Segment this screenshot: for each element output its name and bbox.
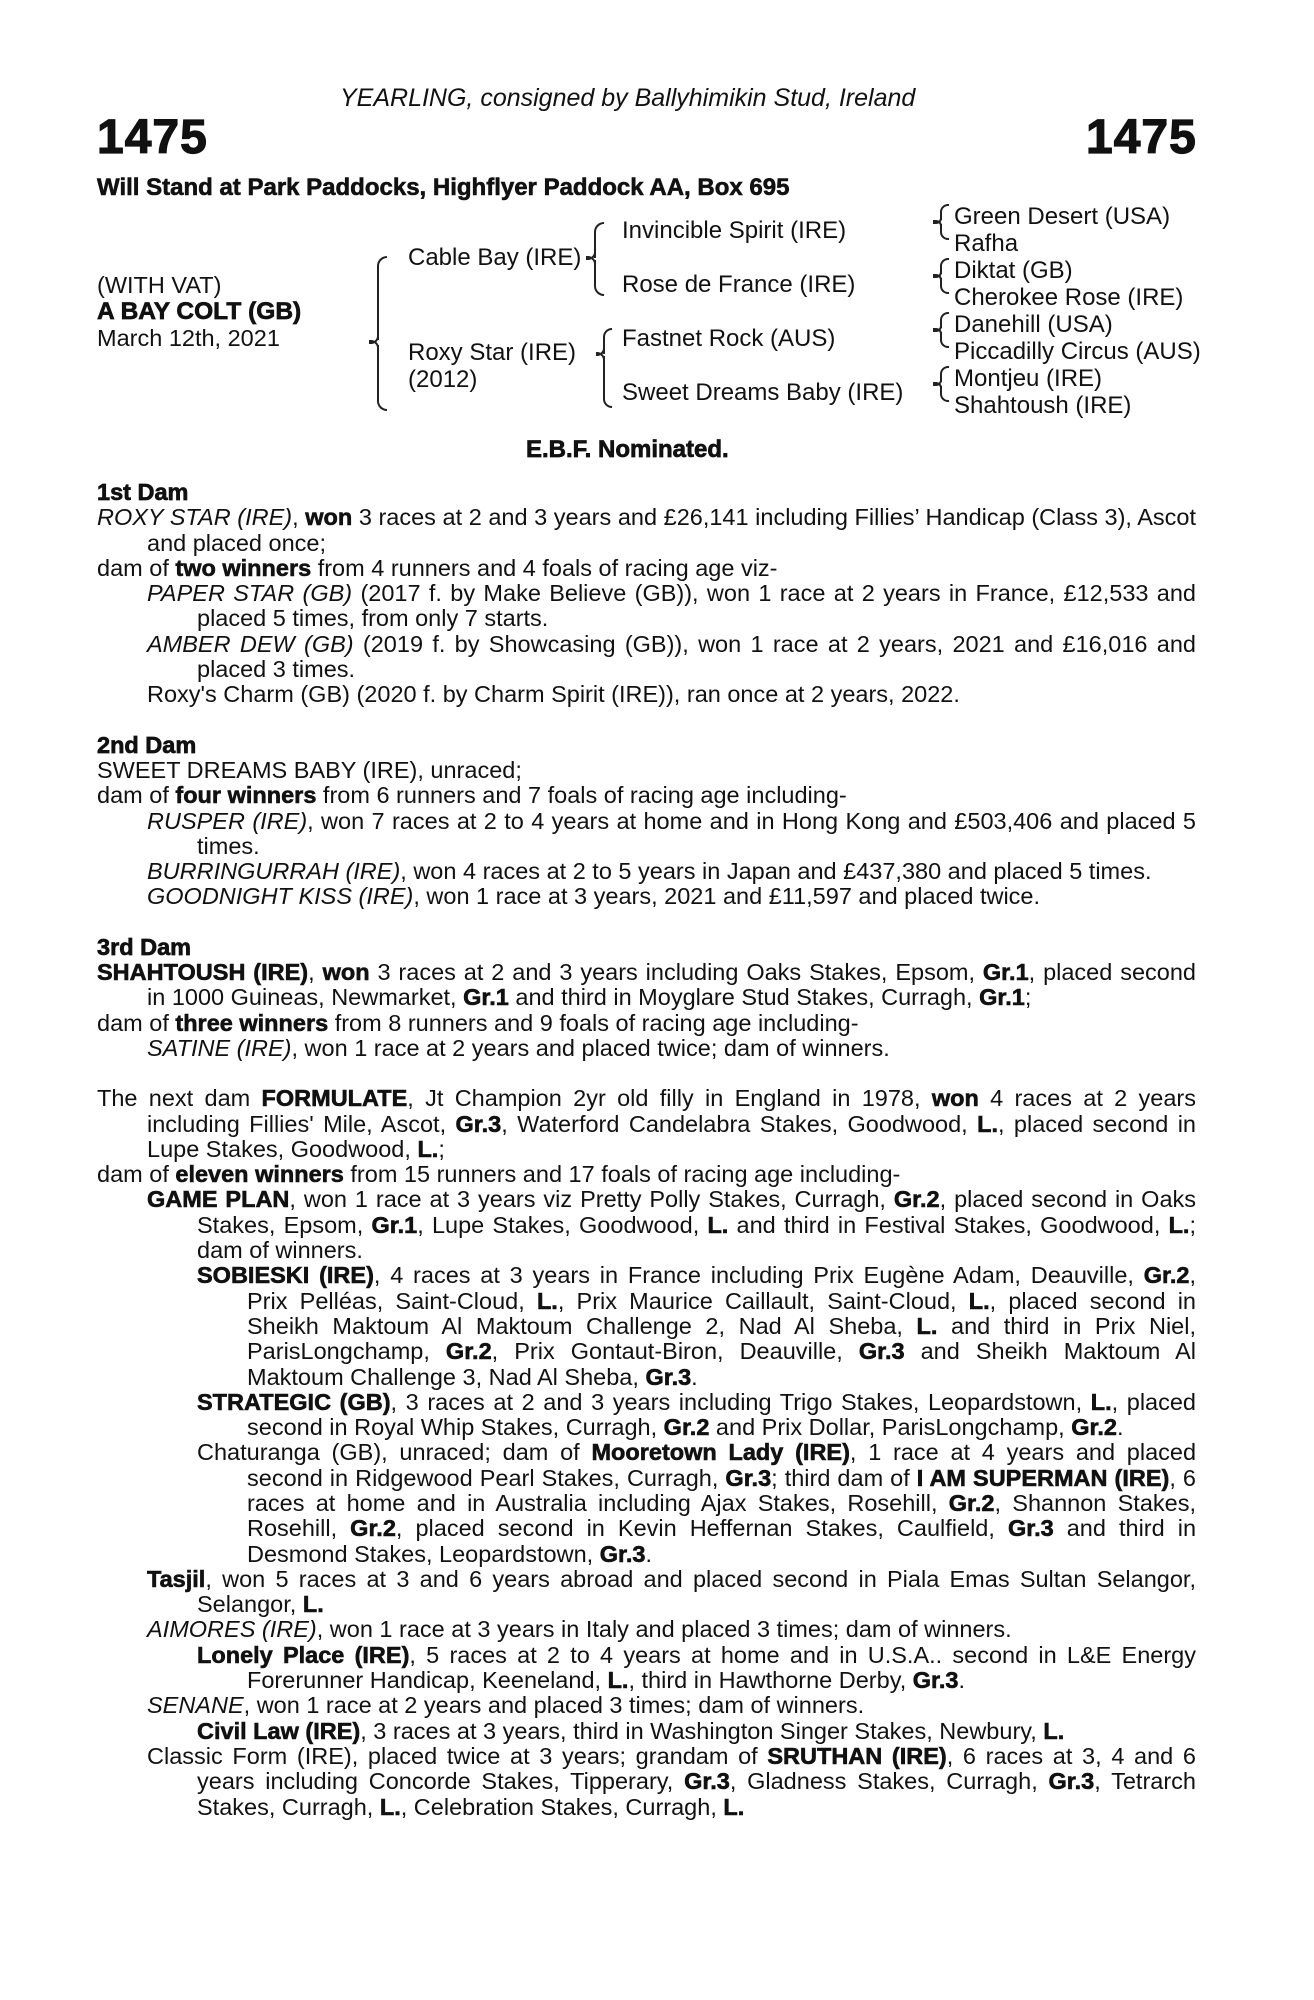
pedigree-dss: Danehill (USA) xyxy=(954,311,1113,338)
ebf-nomination: E.B.F. Nominated. xyxy=(526,436,729,463)
next-dam-record: The next dam FORMULATE, Jt Champion 2yr old filly in England in 1978, won 4 races at 2 years including Fillies' Mile, Ascot, Gr.3, Waterford Candelabra Stakes, Goodwood, L., placed second in Lupe Stakes, Goodwood, L.; xyxy=(97,1085,1197,1162)
produce-paper-star: PAPER STAR (GB) (2017 f. by Make Believe (GB)), won 1 race at 2 years in France, £12,533 and placed 5 times, from only 7 starts. xyxy=(147,580,1196,632)
pedigree-ssd: Rafha xyxy=(954,230,1019,257)
second-dam-record: SWEET DREAMS BABY (IRE), unraced; xyxy=(97,756,522,783)
first-dam-heading: 1st Dam xyxy=(97,479,189,505)
horse-name: A BAY COLT (GB) xyxy=(97,298,302,325)
pedigree-dam-dam: Sweet Dreams Baby (IRE) xyxy=(622,379,904,406)
pedigree-sdd: Cherokee Rose (IRE) xyxy=(954,284,1184,311)
foaling-date: March 12th, 2021 xyxy=(97,325,280,351)
vat-note: (WITH VAT) xyxy=(97,272,222,298)
pedigree-dam: Roxy Star (IRE) xyxy=(408,339,577,366)
produce-sobieski: SOBIESKI (IRE), 4 races at 3 years in France including Prix Eugène Adam, Deauville, Gr.2, Prix Pelléas, Saint-Cloud, L., Prix Maurice Caillault, Saint-Cloud, L., placed second in Sheikh Maktoum Al Maktoum Challenge 2, Nad Al Sheba, L. and third in Prix Niel, ParisLongchamp, Gr.2, Prix Gontaut-Biron, Deauville, Gr.3 and Sheikh Maktoum Al Maktoum Challenge 3, Nad Al Sheba, Gr.3. xyxy=(197,1262,1197,1390)
first-dam-produce-summary: dam of two winners from 4 runners and 4 foals of racing age viz- xyxy=(97,554,778,581)
pedigree-sire: Cable Bay (IRE) xyxy=(408,244,582,271)
consignor-subtitle: YEARLING, consigned by Ballyhimikin Stud, Ireland xyxy=(340,84,916,112)
dam-line xyxy=(97,480,1196,1820)
lot-number-left: 1475 xyxy=(97,111,208,164)
pedigree-dam-sire: Fastnet Rock (AUS) xyxy=(622,325,836,352)
produce-satine: SATINE (IRE), won 1 race at 2 years and placed twice; dam of winners. xyxy=(147,1034,890,1061)
third-dam-record: SHAHTOUSH (IRE), won 3 races at 2 and 3 years including Oaks Stakes, Epsom, Gr.1, placed second in 1000 Guineas, Newmarket, Gr.1 and third in Moyglare Stud Stakes, Curragh, Gr.1; xyxy=(97,959,1196,1011)
third-dam-heading: 3rd Dam xyxy=(97,933,192,960)
produce-lonely-place: Lonely Place (IRE), 5 races at 2 to 4 years at home and in U.S.A.. second in L&E Energy Forerunner Handicap, Keeneland, L., third in Hawthorne Derby, Gr.3. xyxy=(197,1641,1196,1694)
produce-civil-law: Civil Law (IRE), 3 races at 3 years, third in Washington Singer Stakes, Newbury, L. xyxy=(197,1717,1065,1744)
first-dam-record: ROXY STAR (IRE), won 3 races at 2 and 3 years and £26,141 including Fillies’ Handicap (Class 3), Ascot and placed once; xyxy=(97,504,1197,556)
pedigree-dds: Montjeu (IRE) xyxy=(954,365,1103,392)
pedigree-ddd: Shahtoush (IRE) xyxy=(954,392,1132,419)
produce-roxys-charm: Roxy's Charm (GB) (2020 f. by Charm Spirit (IRE)), ran once at 2 years, 2022. xyxy=(147,681,960,708)
pedigree-sds: Diktat (GB) xyxy=(954,257,1073,284)
produce-rusper: RUSPER (IRE), won 7 races at 2 to 4 years at home and in Hong Kong and £503,406 and placed 5 times. xyxy=(147,807,1196,859)
produce-senane: SENANE, won 1 race at 2 years and placed 3 times; dam of winners. xyxy=(147,1692,865,1719)
produce-amber-dew: AMBER DEW (GB) (2019 f. by Showcasing (GB)), won 1 race at 2 years, 2021 and £16,016 and placed 3 times. xyxy=(147,630,1196,683)
next-dam-produce-summary: dam of eleven winners from 15 runners and 17 foals of racing age including- xyxy=(97,1161,901,1188)
pedigree-dsd: Piccadilly Circus (AUS) xyxy=(954,338,1201,365)
produce-chaturanga: Chaturanga (GB), unraced; dam of Mooretown Lady (IRE), 1 race at 4 years and placed second in Ridgewood Pearl Stakes, Curragh, Gr.3; third dam of I AM SUPERMAN (IRE), 6 races at home and in Australia including Ajax Stakes, Rosehill, Gr.2, Shannon Stakes, Rosehill, Gr.2, placed second in Kevin Heffernan Stakes, Caulfield, Gr.3 and third in Desmond Stakes, Leopardstown, Gr.3. xyxy=(197,1439,1197,1567)
produce-strategic: STRATEGIC (GB), 3 races at 2 and 3 years including Trigo Stakes, Leopardstown, L., placed second in Royal Whip Stakes, Curragh, Gr.2 and Prix Dollar, ParisLongchamp, Gr.2. xyxy=(197,1388,1197,1441)
stand-location: Will Stand at Park Paddocks, Highflyer Paddock AA, Box 695 xyxy=(97,174,790,201)
produce-aimores: AIMORES (IRE), won 1 race at 3 years in Italy and placed 3 times; dam of winners. xyxy=(147,1616,1012,1643)
produce-tasjil: Tasjil, won 5 races at 3 and 6 years abroad and placed second in Piala Emas Sultan Selangor, Selangor, L. xyxy=(147,1565,1196,1618)
pedigree-sire-sire: Invincible Spirit (IRE) xyxy=(622,217,847,244)
produce-game-plan: GAME PLAN, won 1 race at 3 years viz Pretty Polly Stakes, Curragh, Gr.2, placed second in Oaks Stakes, Epsom, Gr.1, Lupe Stakes, Goodwood, L. and third in Festival Stakes, Goodwood, L.; dam of winners. xyxy=(147,1186,1197,1264)
pedigree-sire-dam: Rose de France (IRE) xyxy=(622,271,856,298)
second-dam-produce-summary: dam of four winners from 6 runners and 7 foals of racing age including- xyxy=(97,782,847,809)
pedigree-dam-year: (2012) xyxy=(408,366,478,393)
produce-goodnight-kiss: GOODNIGHT KISS (IRE), won 1 race at 3 years, 2021 and £11,597 and placed twice. xyxy=(147,883,1041,910)
pedigree-sss: Green Desert (USA) xyxy=(954,203,1171,230)
lot-number-right: 1475 xyxy=(1086,111,1197,164)
third-dam-produce-summary: dam of three winners from 8 runners and 9 foals of racing age including- xyxy=(97,1009,859,1036)
produce-classic-form: Classic Form (IRE), placed twice at 3 years; grandam of SRUTHAN (IRE), 6 races at 3, 4 and 6 years including Concorde Stakes, Tipperary, Gr.3, Gladness Stakes, Curragh, Gr.3, Tetrarch Stakes, Curragh, L., Celebration Stakes, Curragh, L. xyxy=(147,1742,1196,1820)
produce-burringurrah: BURRINGURRAH (IRE), won 4 races at 2 to 5 years in Japan and £437,380 and placed 5 times. xyxy=(147,858,1152,885)
second-dam-heading: 2nd Dam xyxy=(97,731,197,758)
